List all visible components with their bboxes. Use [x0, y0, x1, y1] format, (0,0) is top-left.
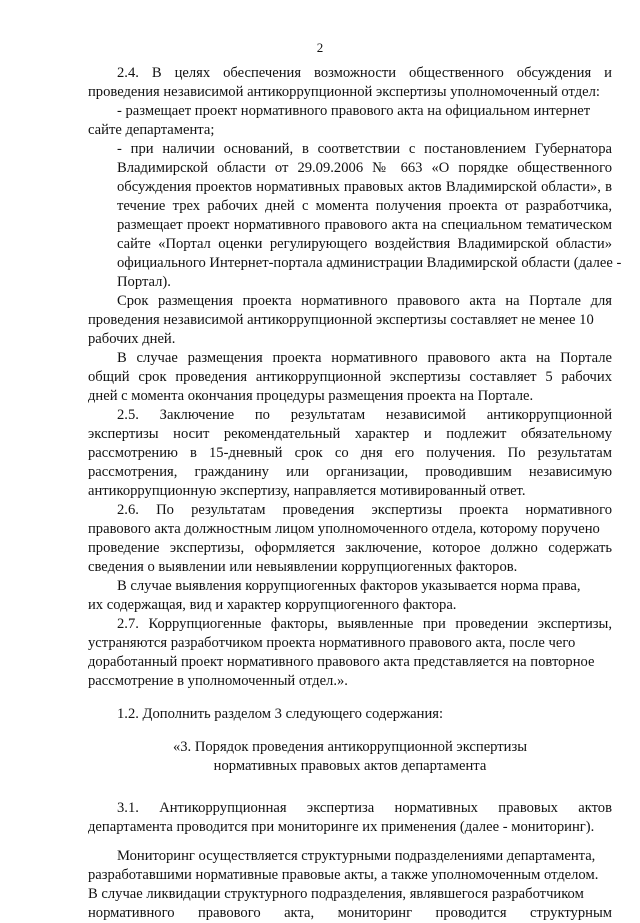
text-line: общий срок проведения антикоррупционной экспертизы составляет 5 рабочих — [88, 369, 612, 385]
text-line: проведения независимой антикоррупционной экспертизы составляет не менее 10 — [88, 312, 594, 328]
text-line: Портал). — [117, 274, 171, 290]
text-line: Срок размещения проекта нормативного правового акта на Портале для — [117, 293, 612, 309]
text-line: Владимирской области от 29.09.2006 № 663 «О порядке общественного — [117, 160, 612, 176]
text-line: доработанный проект нормативного правового акта представляется на повторное — [88, 654, 595, 670]
text-line: рабочих дней. — [88, 331, 176, 347]
text-line: рассмотрения, гражданину или организации, проводившим независимую — [88, 464, 612, 480]
text-line: В случае размещения проекта нормативного правового акта на Портале — [117, 350, 612, 366]
text-line: правового акта должностным лицом уполномоченного отдела, которому поручено — [88, 521, 600, 537]
text-line: рассмотрение в уполномоченный отдел.». — [88, 673, 348, 689]
text-line: 2.7. Коррупциогенные факторы, выявленные при проведении экспертизы, — [117, 616, 612, 632]
text-line: В случае выявления коррупциогенных факторов указывается норма права, — [117, 578, 581, 594]
text-line: официального Интернет-портала администрации Владимирской области (далее - — [117, 255, 622, 271]
text-line: разработавшими нормативные правовые акты, а также уполномоченным отделом. — [88, 867, 599, 883]
section-heading: нормативных правовых актов департамента — [213, 758, 487, 774]
text-line: сайте «Портал оценки регулирующего воздействия Владимирской области» — [117, 236, 612, 252]
text-line: Мониторинг осуществляется структурными подразделениями департамента, — [117, 848, 596, 864]
text-line: проведения независимой антикоррупционной экспертизы уполномоченный отдел: — [88, 84, 600, 100]
text-line: устраняются разработчиком проекта нормативного правового акта, после чего — [88, 635, 576, 651]
text-line: нормативного правового акта, мониторинг проводится структурным — [88, 905, 612, 921]
text-line: рассмотрению в 15-дневный срок со дня его получения. По результатам — [88, 445, 612, 461]
text-line: - размещает проект нормативного правового акта на официальном интернет — [117, 103, 591, 119]
section-heading: «3. Порядок проведения антикоррупционной экспертизы — [172, 739, 528, 755]
text-line: 1.2. Дополнить разделом 3 следующего содержания: — [117, 706, 444, 722]
text-line: дней с момента окончания процедуры размещения проекта на Портале. — [88, 388, 534, 404]
text-line: 2.4. В целях обеспечения возможности общественного обсуждения и — [117, 65, 612, 81]
text-line: 3.1. Антикоррупционная экспертиза нормативных правовых актов — [117, 800, 612, 816]
text-line: течение трех рабочих дней с момента получения проекта от разработчика, — [117, 198, 612, 214]
text-line: сведения о выявлении или невыявлении коррупциогенных факторов. — [88, 559, 518, 575]
text-line: размещает проект нормативного правового акта на специальном тематическом — [117, 217, 612, 233]
text-line: проведение экспертизы, оформляется заключение, которое должно содержать — [88, 540, 612, 556]
text-line: сайте департамента; — [88, 122, 215, 138]
text-line: - при наличии оснований, в соответствии с постановлением Губернатора — [117, 141, 612, 157]
text-line: их содержащая, вид и характер коррупциогенного фактора. — [88, 597, 457, 613]
text-line: экспертизы носит рекомендательный характер и подлежит обязательному — [88, 426, 612, 442]
page-number: 2 — [316, 40, 324, 55]
text-line: В случае ликвидации структурного подразделения, являвшегося разработчиком — [88, 886, 584, 902]
text-line: департамента проводится при мониторинге их применения (далее - мониторинг). — [88, 819, 595, 835]
text-line: антикоррупционную экспертизу, направляется мотивированный ответ. — [88, 483, 526, 499]
text-line: обсуждения проектов нормативных правовых актов Владимирской области», в — [117, 179, 612, 195]
text-line: 2.5. Заключение по результатам независимой антикоррупционной — [117, 407, 612, 423]
text-line: 2.6. По результатам проведения экспертизы проекта нормативного — [117, 502, 612, 518]
